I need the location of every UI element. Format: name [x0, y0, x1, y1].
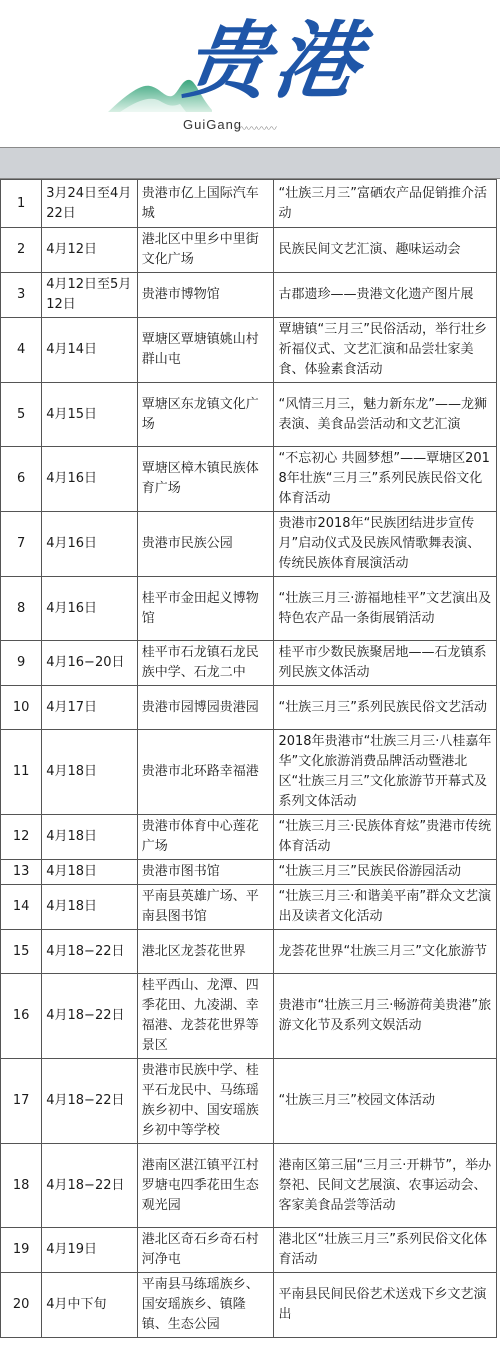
row-event: “壮族三月三·和谐美平南”群众文艺演出及读者文化活动 [274, 885, 497, 930]
row-place: 贵港市园博园贵港园 [137, 686, 274, 730]
row-date: 4月14日 [42, 318, 138, 383]
table-row [1, 815, 497, 860]
page-title: 贵港 [178, 11, 373, 110]
row-number: 5 [1, 383, 42, 447]
row-place: 贵港市图书馆 [137, 860, 274, 885]
row-date: 4月16−20日 [42, 641, 138, 686]
row-event: 古郡遗珍——贵港文化遗产图片展 [274, 273, 497, 318]
row-event: “风情三月三，魅力新东龙”——龙狮表演、美食品尝活动和文艺汇演 [274, 383, 497, 447]
row-date: 4月16日 [42, 447, 138, 512]
row-number: 17 [1, 1059, 42, 1144]
row-place: 港北区中里乡中里街文化广场 [137, 228, 274, 273]
wave-decoration: 〰〰〰〰 [236, 122, 276, 135]
row-place: 桂平市金田起义博物馆 [137, 577, 274, 641]
row-date: 4月18−22日 [42, 1059, 138, 1144]
table-row [1, 447, 497, 512]
table-row [1, 974, 497, 1059]
row-place: 覃塘区覃塘镇姚山村群山屯 [137, 318, 274, 383]
row-place: 贵港市北环路幸福港 [137, 730, 274, 815]
row-date: 4月18日 [42, 860, 138, 885]
table-row [1, 730, 497, 815]
row-number: 3 [1, 273, 42, 318]
row-place: 贵港市体育中心莲花广场 [137, 815, 274, 860]
row-place: 桂平市石龙镇石龙民族中学、石龙二中 [137, 641, 274, 686]
row-place: 平南县英雄广场、平南县图书馆 [137, 885, 274, 930]
row-event: “壮族三月三·游福地桂平”文艺演出及特色农产品一条街展销活动 [274, 577, 497, 641]
table-row [1, 1144, 497, 1228]
row-date: 3月24日至4月22日 [42, 180, 138, 228]
table-row [1, 383, 497, 447]
row-date: 4月19日 [42, 1228, 138, 1273]
row-date: 4月18日 [42, 730, 138, 815]
row-place: 贵港市亿上国际汽车城 [137, 180, 274, 228]
table-row [1, 1273, 497, 1338]
row-date: 4月18−22日 [42, 1144, 138, 1228]
row-event: 覃塘镇“三月三”民俗活动，举行壮乡祈福仪式、文艺汇演和品尝壮家美食、体验素食活动 [274, 318, 497, 383]
row-event: 平南县民间民俗艺术送戏下乡文艺演出 [274, 1273, 497, 1338]
table-row [1, 641, 497, 686]
page-subtitle: GuiGang [183, 117, 243, 132]
row-place: 港北区龙荟花世界 [137, 930, 274, 974]
row-event: “壮族三月三”富硒农产品促销推介活动 [274, 180, 497, 228]
row-place: 贵港市民族中学、桂平石龙民中、马练瑶族乡初中、国安瑶族乡初中等学校 [137, 1059, 274, 1144]
row-event: 2018年贵港市“壮族三月三·八桂嘉年华”文化旅游消费品牌活动暨港北区“壮族三月三”文化旅游节开幕式及系列文体活动 [274, 730, 497, 815]
row-date: 4月18−22日 [42, 974, 138, 1059]
row-date: 4月18日 [42, 885, 138, 930]
row-number: 18 [1, 1144, 42, 1228]
row-event: 港南区第三届“三月三·开耕节”，举办祭祀、民间文艺展演、农事运动会、客家美食品尝等活动 [274, 1144, 497, 1228]
table-row [1, 512, 497, 577]
row-event: 桂平市少数民族聚居地——石龙镇系列民族文体活动 [274, 641, 497, 686]
row-number: 2 [1, 228, 42, 273]
row-date: 4月12日 [42, 228, 138, 273]
schedule-table-wrap [0, 147, 500, 1338]
row-place: 桂平西山、龙潭、四季花田、九凌湖、幸福港、龙荟花世界等景区 [137, 974, 274, 1059]
table-row [1, 318, 497, 383]
schedule-table [0, 179, 497, 1338]
row-number: 14 [1, 885, 42, 930]
row-date: 4月18−22日 [42, 930, 138, 974]
row-number: 1 [1, 180, 42, 228]
table-row [1, 180, 497, 228]
table-header-bar [0, 147, 500, 179]
row-date: 4月17日 [42, 686, 138, 730]
row-date: 4月16日 [42, 577, 138, 641]
row-place: 贵港市民族公园 [137, 512, 274, 577]
row-number: 11 [1, 730, 42, 815]
row-number: 10 [1, 686, 42, 730]
row-event: 贵港市2018年“民族团结进步宣传月”启动仪式及民族风情歌舞表演、传统民族体育展演活动 [274, 512, 497, 577]
row-event: “壮族三月三”校园文体活动 [274, 1059, 497, 1144]
row-place: 平南县马练瑶族乡、国安瑶族乡、镇隆镇、生态公园 [137, 1273, 274, 1338]
table-row [1, 1059, 497, 1144]
row-number: 4 [1, 318, 42, 383]
row-number: 9 [1, 641, 42, 686]
row-place: 港南区湛江镇平江村罗塘屯四季花田生态观光园 [137, 1144, 274, 1228]
row-event: 民族民间文艺汇演、趣味运动会 [274, 228, 497, 273]
table-row [1, 577, 497, 641]
row-date: 4月15日 [42, 383, 138, 447]
row-place: 覃塘区樟木镇民族体育广场 [137, 447, 274, 512]
table-row [1, 860, 497, 885]
row-number: 7 [1, 512, 42, 577]
row-event: “壮族三月三”系列民族民俗文艺活动 [274, 686, 497, 730]
row-date: 4月18日 [42, 815, 138, 860]
row-place: 覃塘区东龙镇文化广场 [137, 383, 274, 447]
row-event: “壮族三月三·民族体育炫”贵港市传统体育活动 [274, 815, 497, 860]
row-number: 12 [1, 815, 42, 860]
row-number: 19 [1, 1228, 42, 1273]
row-event: 龙荟花世界“壮族三月三”文化旅游节 [274, 930, 497, 974]
row-date: 4月16日 [42, 512, 138, 577]
table-row [1, 228, 497, 273]
table-row [1, 686, 497, 730]
row-number: 8 [1, 577, 42, 641]
banner [0, 0, 500, 146]
row-place: 贵港市博物馆 [137, 273, 274, 318]
row-event: “不忘初心 共圆梦想”——覃塘区2018年壮族“三月三”系列民族民俗文化体育活动 [274, 447, 497, 512]
row-number: 16 [1, 974, 42, 1059]
row-number: 20 [1, 1273, 42, 1338]
table-row [1, 1228, 497, 1273]
table-row [1, 273, 497, 318]
row-number: 13 [1, 860, 42, 885]
row-date: 4月中下旬 [42, 1273, 138, 1338]
row-place: 港北区奇石乡奇石村河净屯 [137, 1228, 274, 1273]
row-number: 15 [1, 930, 42, 974]
row-event: 贵港市“壮族三月三·畅游荷美贵港”旅游文化节及系列文娱活动 [274, 974, 497, 1059]
row-number: 6 [1, 447, 42, 512]
row-event: 港北区“壮族三月三”系列民俗文化体育活动 [274, 1228, 497, 1273]
table-row [1, 885, 497, 930]
table-row [1, 930, 497, 974]
row-date: 4月12日至5月12日 [42, 273, 138, 318]
row-event: “壮族三月三”民族民俗游园活动 [274, 860, 497, 885]
